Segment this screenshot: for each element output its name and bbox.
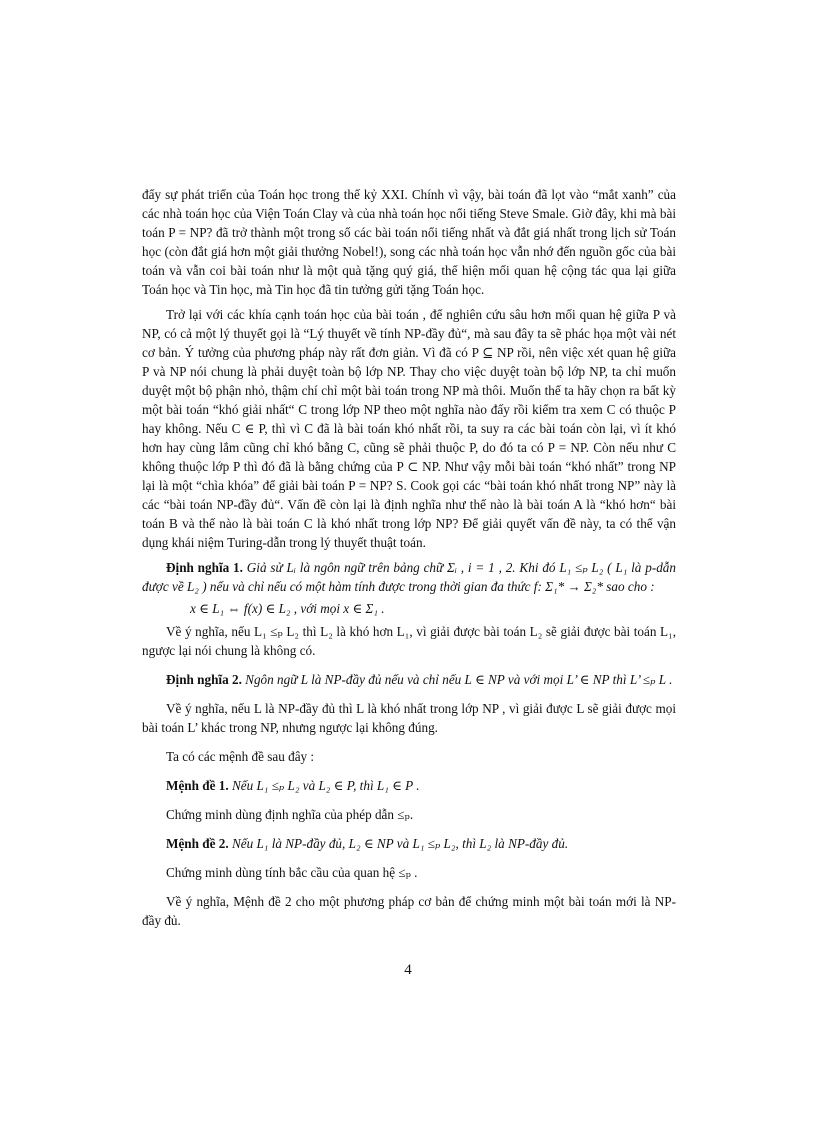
proposition-1 (142, 776, 676, 795)
document-body (142, 185, 676, 930)
page-number: 4 (404, 962, 412, 978)
paragraph-4: Về ý nghĩa, nếu L là NP-đầy đủ thì L là khó nhất trong lớp NP , vì giải được L sẽ giải được mọi bài toán L’ khác trong NP, nhưng ngược lại không đúng. (142, 701, 676, 735)
definition-2-text: Ngôn ngữ L là NP-đầy đủ nếu và chỉ nếu L ∈ NP và với mọi L’ ∈ NP thì L’ ≤ₚ L . (245, 672, 673, 687)
proposition-2-label: Mệnh đề 2. (166, 836, 229, 851)
definition-2-label: Định nghĩa 2. (166, 672, 242, 687)
definition-1 (142, 558, 676, 596)
paragraph-8: Về ý nghĩa, Mệnh đề 2 cho một phương pháp cơ bản để chứng minh một bài toán mới là NP-đầy đủ. (142, 894, 676, 928)
proposition-2 (142, 834, 676, 853)
paragraph-5: Ta có các mệnh đề sau đây : (166, 749, 315, 764)
paragraph-3: Về ý nghĩa, nếu L₁ ≤ₚ L₂ thì L₂ là khó hơn L₁, vì giải được bài toán L₂ sẽ giải được bài toán L₁, ngược lại nói chung là không có. (142, 624, 676, 658)
paragraph-6: Chứng minh dùng định nghĩa của phép dẫn ≤ₚ. (166, 807, 414, 822)
paragraph-1: đẩy sự phát triển của Toán học trong thế kỷ XXI. Chính vì vậy, bài toán đã lọt vào “mắt xanh” của các nhà toán học của Viện Toán Clay và của nhà toán học nổi tiếng Steve Smale. Giờ đây, khi mà bài toán P = NP? đã trở thành một trong số các bài toán nổi tiếng nhất và đắt giá nhất trong lịch sử Toán học (còn đắt giá hơn một giải thưởng Nobel!), song các nhà toán học vẫn nhớ đến nguồn gốc của bài toán và vẫn coi bài toán như là một quà tặng quý giá, thể hiện mối quan hệ cộng tác qua lại giữa Toán học và Tin học, mà Tin học đã tin tưởng gửi tặng Toán học. (142, 187, 676, 297)
proposition-1-text: Nếu L₁ ≤ₚ L₂ và L₂ ∈ P, thì L₁ ∈ P . (231, 778, 420, 793)
proposition-2-text: Nếu L₁ là NP-đầy đủ, L₂ ∈ NP và L₁ ≤ₚ L₂, thì L₂ là NP-đầy đủ. (231, 836, 569, 851)
paragraph-7: Chứng minh dùng tính bắc cầu của quan hệ ≤ₚ . (166, 865, 418, 880)
definition-1-label: Định nghĩa 1. (166, 560, 243, 575)
definition-2 (142, 670, 676, 689)
proposition-1-label: Mệnh đề 1. (166, 778, 229, 793)
paragraph-2: Trở lại với các khía cạnh toán học của bài toán , để nghiên cứu sâu hơn mối quan hệ giữa P và NP, có cả một lý thuyết gọi là “Lý thuyết về tính NP-đầy đủ“, mà sau đây ta sẽ phác họa một vài nét cơ bản. Ý tưởng của phương pháp này rất đơn giản. Vì đã có P ⊆ NP rồi, nên việc xét quan hệ giữa P và NP nói chung là phải duyệt toàn bộ lớp NP. Thay cho việc duyệt toàn bộ lớp NP, ta chỉ muốn duyệt một bộ phận nhỏ, thậm chí chỉ một bài toán trong NP mà thôi. Muốn thế ta hãy chọn ra bất kỳ một bài toán “khó giải nhất“ C trong lớp NP theo một nghĩa nào đấy rồi kiểm tra xem C có thuộc P hay không. Nếu C ∈ P, thì vì C đã là bài toán khó nhất rồi, ta suy ra các bài toán còn lại, vì ít khó hơn hay cùng lắm cũng chỉ khó bằng C, cũng sẽ phải thuộc P, do đó ta có P = NP. Còn nếu như C không thuộc lớp P thì đó đã là bằng chứng của P ⊂ NP. Như vậy mỗi bài toán “khó nhất” trong NP lại là một “chìa khóa” để giải bài toán P = NP? S. Cook gọi các “bài toán khó nhất trong NP” này là các “bài toán NP-đầy đủ“. Vấn đề còn lại là định nghĩa như thế nào là bài toán A là “khó hơn“ bài toán B và thế nào là bài toán C là khó nhất trong lớp NP? Để giải quyết vấn đề này, ta có thể vận dụng khái niệm Turing-dẫn trong lý thuyết thuật toán. (142, 307, 676, 550)
definition-1-formula: x ∈ L₁ ⇔ f(x) ∈ L₂ , với mọi x ∈ Σ₁ . (190, 601, 385, 616)
definition-1-text: Giả sử Lᵢ là ngôn ngữ trên bảng chữ Σᵢ , i = 1 , 2. Khi đó L₁ ≤ₚ L₂ ( L₁ là p-dẫn được về L₂ ) nếu và chỉ nếu có một hàm tính được trong thời gian đa thức f: Σ₁* → Σ₂* sao cho : (142, 560, 676, 594)
